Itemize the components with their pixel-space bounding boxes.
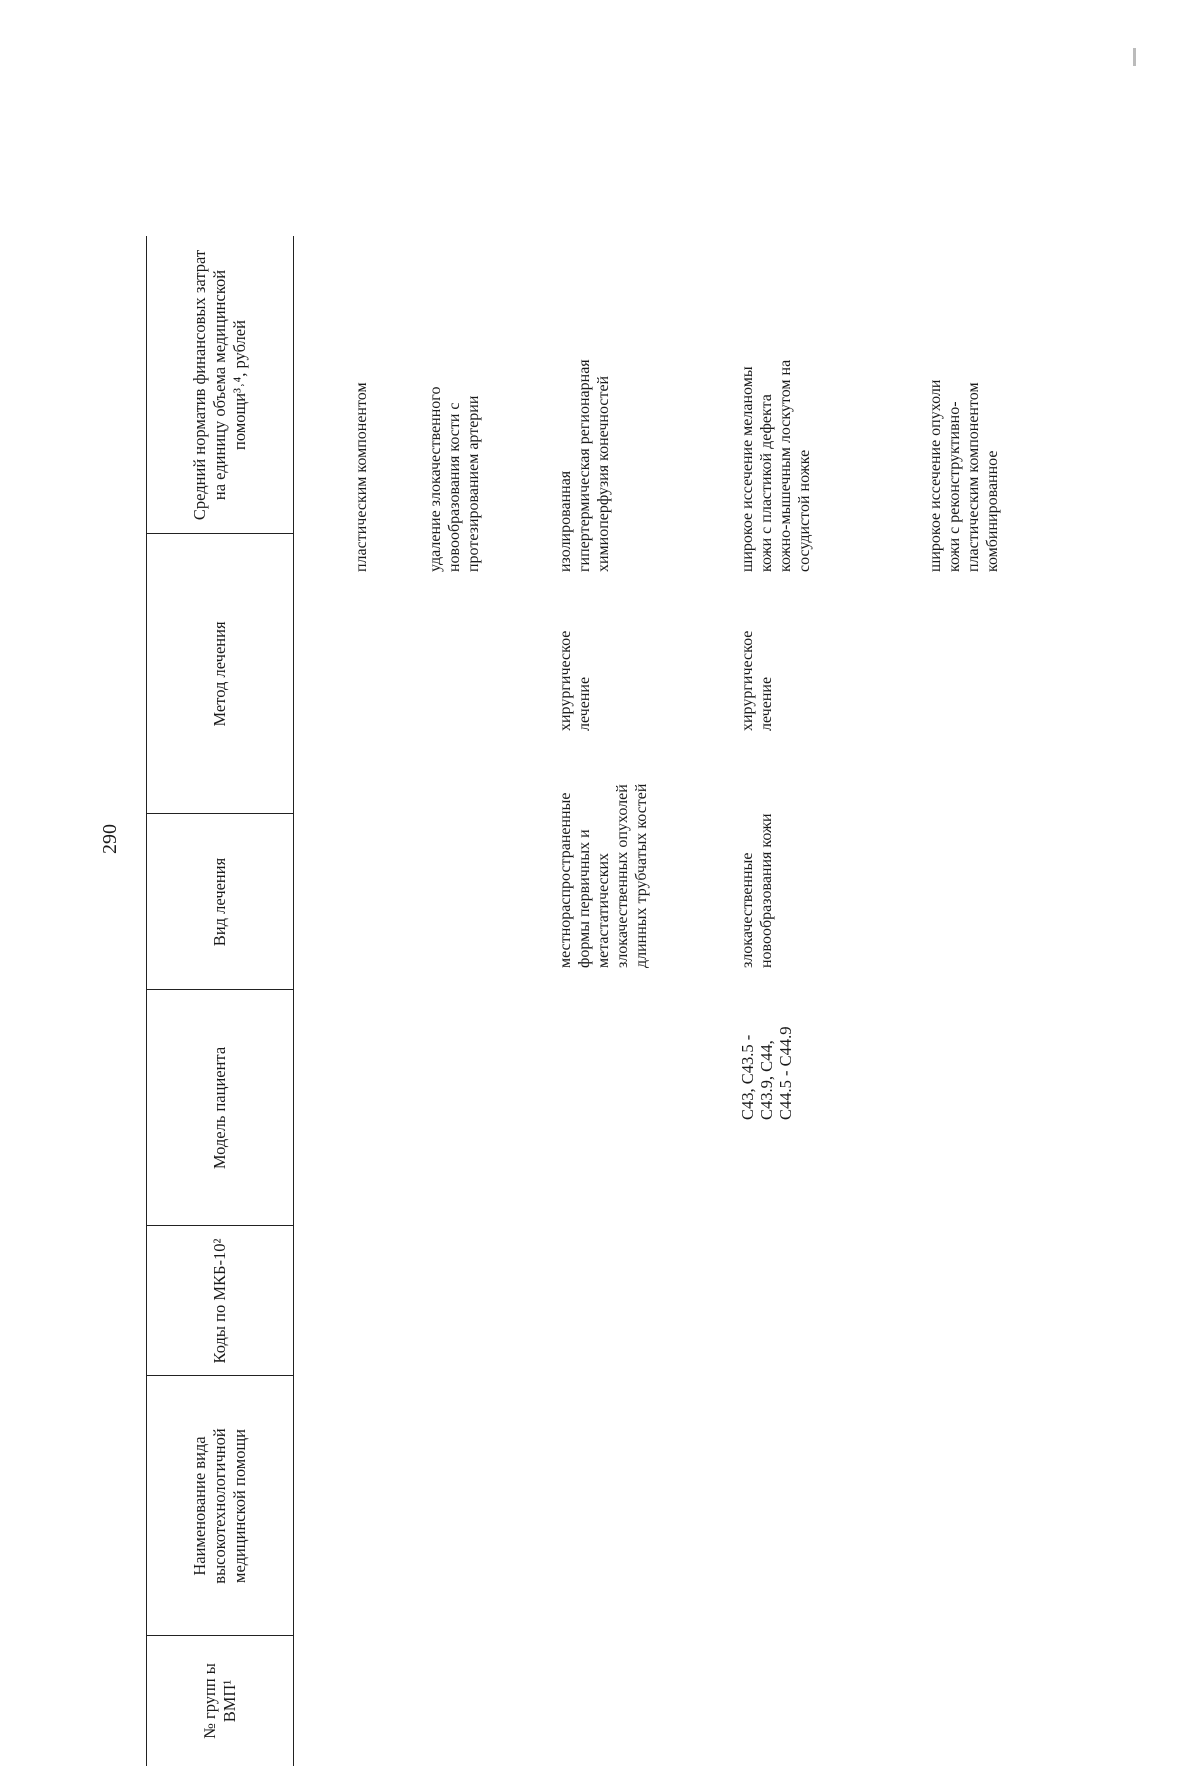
row-4-treatment-type: хирургическое лечение — [739, 630, 775, 731]
row-2-method: удаление злокачественного новообразования кости с протезированием артерии — [427, 386, 482, 572]
header-care-type-name: Наименование вида высокотехнологичной медицинской помощи — [190, 1428, 249, 1584]
row-4-icd-codes: C43, C43.5 - C43.9, C44, C44.5 - C44.9 — [738, 1026, 795, 1120]
header-financial-norm: Средний норматив финансовых затрат на единицу объема медицинской помощи³˒⁴, рублей — [190, 249, 249, 521]
header-icd-codes: Коды по МКБ-10² — [210, 1238, 229, 1364]
page-number: 290 — [99, 824, 121, 854]
header-patient-model: Модель пациента — [210, 1046, 229, 1170]
header-treatment-type: Вид лечения — [210, 857, 229, 947]
row-3-method: изолированная гипертермическая регионарная химиоперфузия конечностей — [557, 359, 612, 572]
table-header — [146, 236, 294, 1766]
row-4-patient-model: злокачественные новообразования кожи — [739, 813, 775, 968]
row-1-method: пластическим компонентом — [353, 382, 370, 572]
scan-mark — [1133, 48, 1136, 66]
row-4-method: широкое иссечение меланомы кожи с пластикой дефекта кожно-мышечным лоскутом на сосудистой ножке — [739, 359, 813, 572]
row-5-method: широкое иссечение опухоли кожи с реконструктивно- пластическим компонентом комбинированное — [927, 379, 1001, 572]
row-3-treatment-type: хирургическое лечение — [557, 630, 593, 731]
header-treatment-method: Метод лечения — [210, 621, 229, 727]
row-3-patient-model: местнораспространенные формы первичных и метастатических злокачественных опухолей длинных трубчатых костей — [557, 783, 650, 968]
header-group-number: № групп ы ВМП¹ — [200, 1663, 239, 1739]
